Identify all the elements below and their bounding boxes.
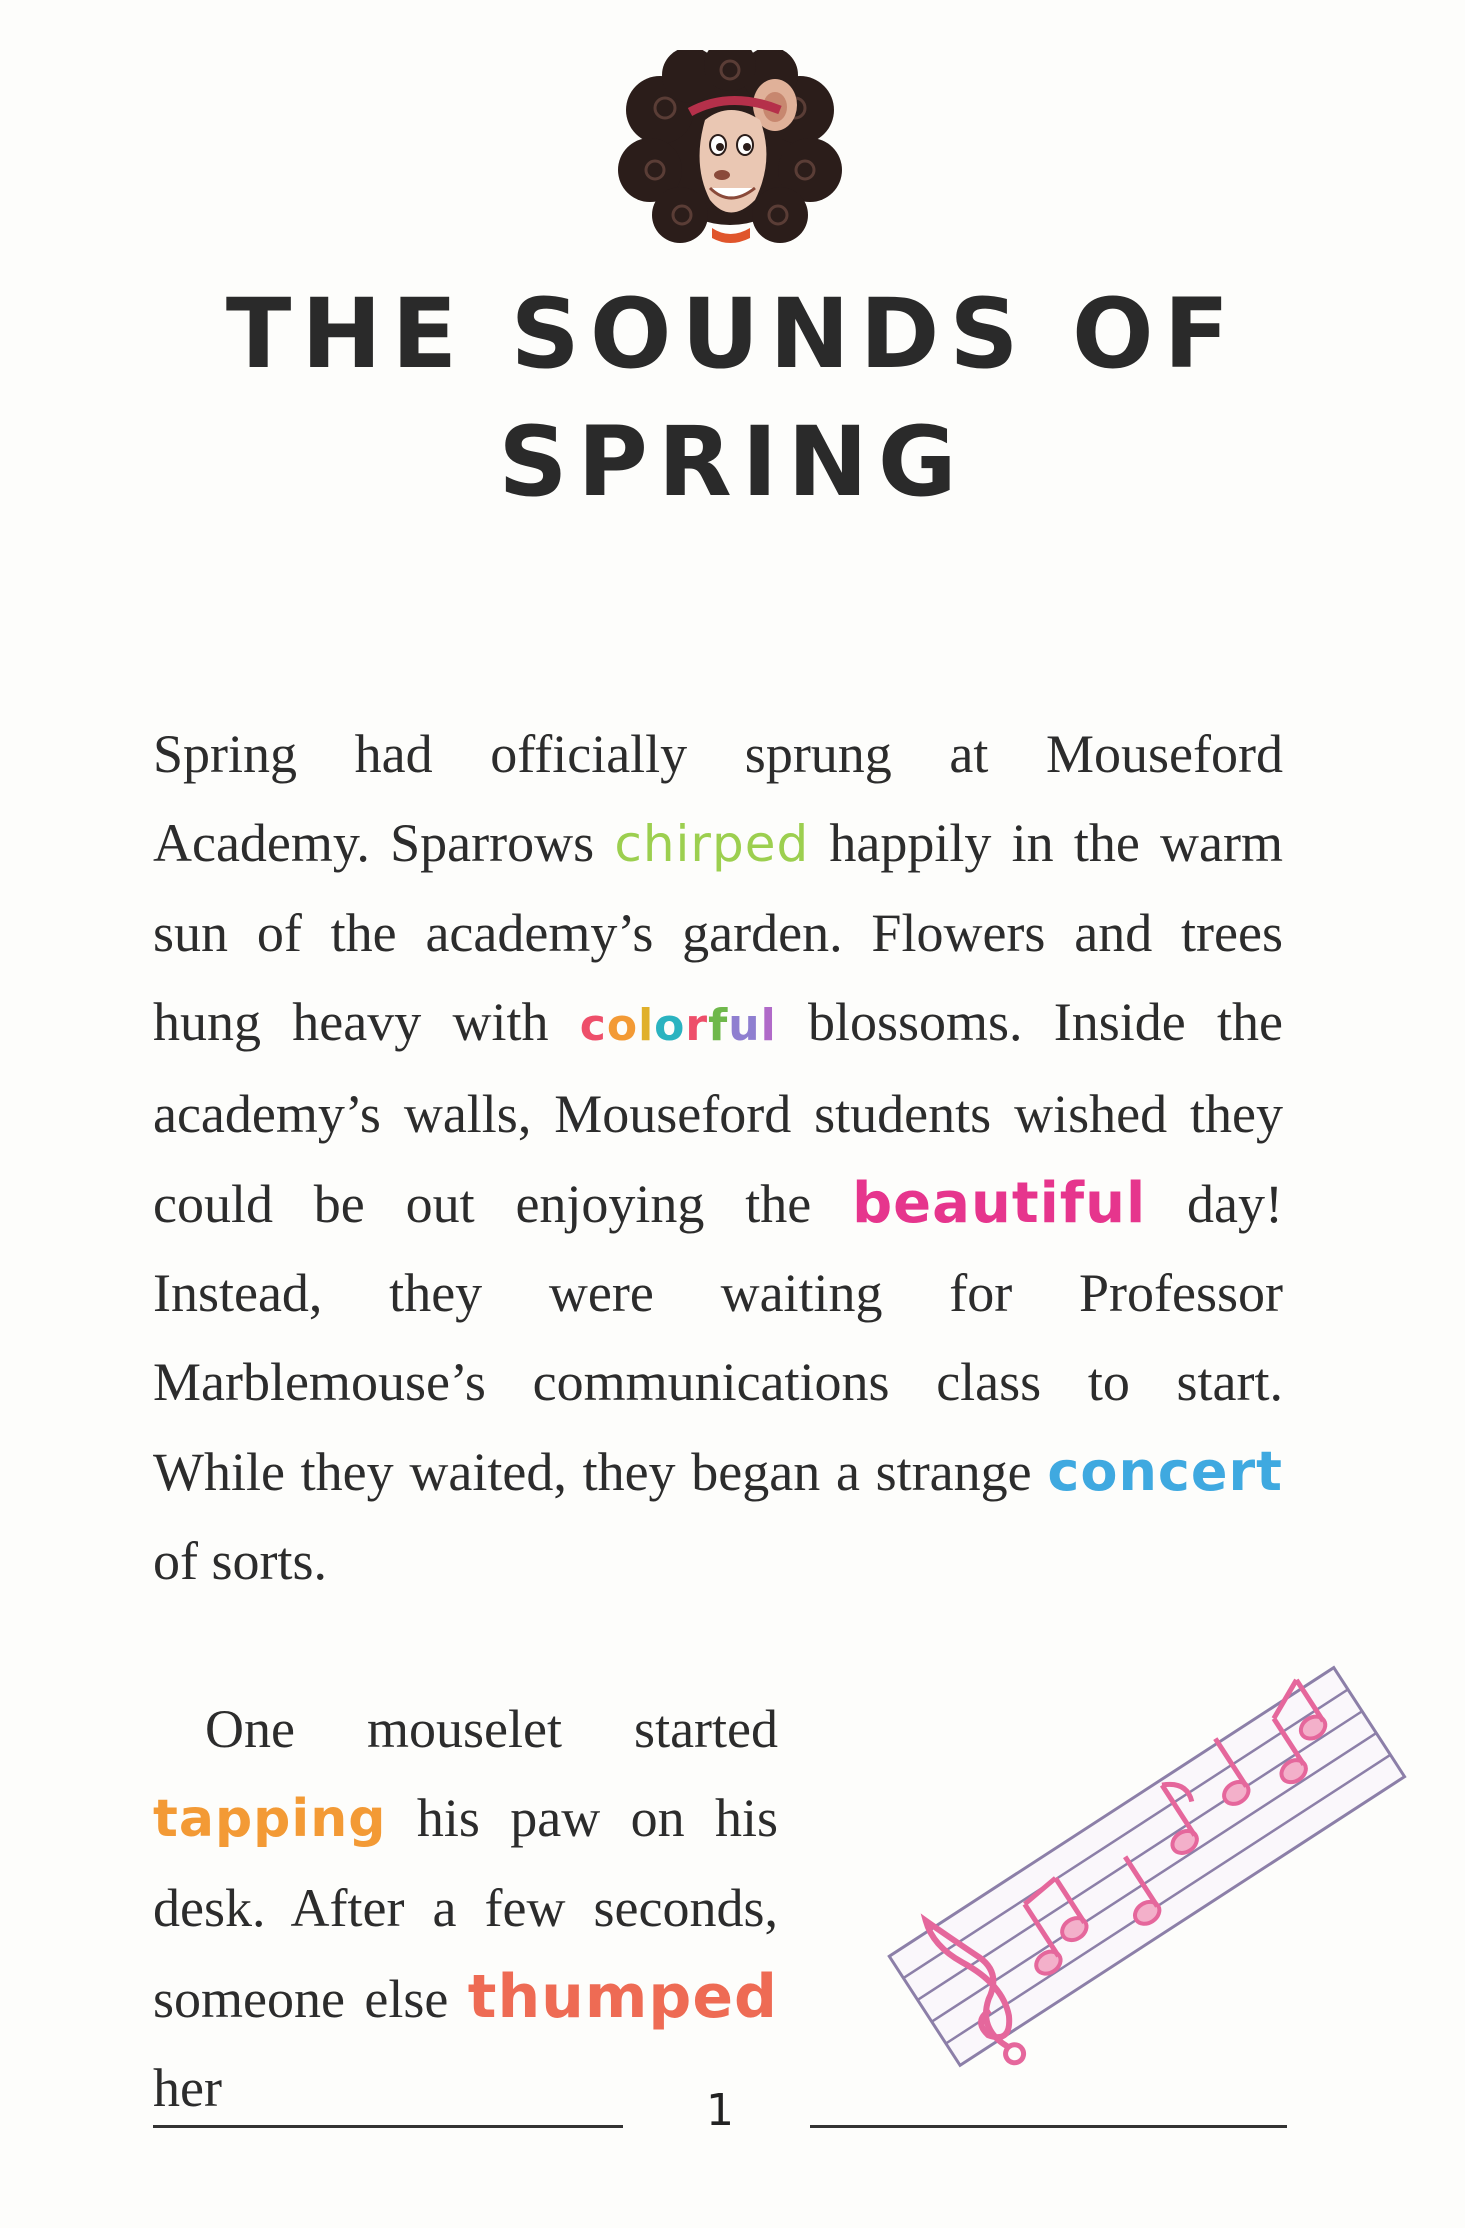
chapter-title-line-1: THE SOUNDS OF bbox=[225, 278, 1240, 390]
letter: c bbox=[579, 1000, 607, 1051]
paragraph-1-text: day! Instead, they were waiting for Professor Marblemouse’s communications class to start. While they waited, they began a strange bbox=[153, 1174, 1284, 1502]
paragraph-1-text: blossoms. Inside the academy’s walls, Mouseford students wished they could be out enjoying the bbox=[153, 992, 1283, 1234]
word-chirped: chirped bbox=[614, 815, 810, 873]
paragraph-1-text: happily in the warm sun of the academy’s garden. Flowers and trees hung heavy with bbox=[153, 813, 1283, 1052]
footer-divider-left bbox=[153, 2125, 623, 2128]
letter: f bbox=[708, 1000, 729, 1051]
paragraph-2-text: One mouselet started bbox=[205, 1699, 778, 1759]
letter: l bbox=[638, 1000, 655, 1051]
letter: o bbox=[606, 1000, 639, 1051]
word-tapping: tapping bbox=[153, 1789, 387, 1849]
paragraph-1-text: of sorts. bbox=[153, 1531, 327, 1591]
paragraph-2-text: her bbox=[153, 2058, 222, 2118]
letter: u bbox=[728, 1000, 761, 1051]
chapter-title-line-2: SPRING bbox=[498, 406, 967, 518]
letter: o bbox=[654, 1000, 686, 1051]
chapter-title bbox=[0, 270, 1465, 526]
letter: l bbox=[760, 1000, 777, 1051]
page-number: 1 bbox=[706, 2085, 734, 2136]
paragraph-2-text: his paw on his desk. After a few seconds, someone else bbox=[153, 1788, 778, 2029]
letter: r bbox=[685, 1000, 709, 1051]
footer-divider-right bbox=[810, 2125, 1287, 2128]
word-beautiful: beautiful bbox=[852, 1171, 1147, 1236]
word-concert: concert bbox=[1047, 1440, 1283, 1503]
word-thumped: thumped bbox=[467, 1962, 778, 2032]
music-staff-icon bbox=[860, 1615, 1420, 2115]
paragraph-2 bbox=[153, 1685, 778, 2133]
paragraph-1-text: Spring had officially sprung at Mouseford Academy. Sparrows bbox=[153, 724, 1283, 873]
word-colorful bbox=[580, 1000, 777, 1051]
paragraph-1 bbox=[153, 710, 1283, 1606]
mouse-character-portrait-icon bbox=[610, 50, 850, 260]
